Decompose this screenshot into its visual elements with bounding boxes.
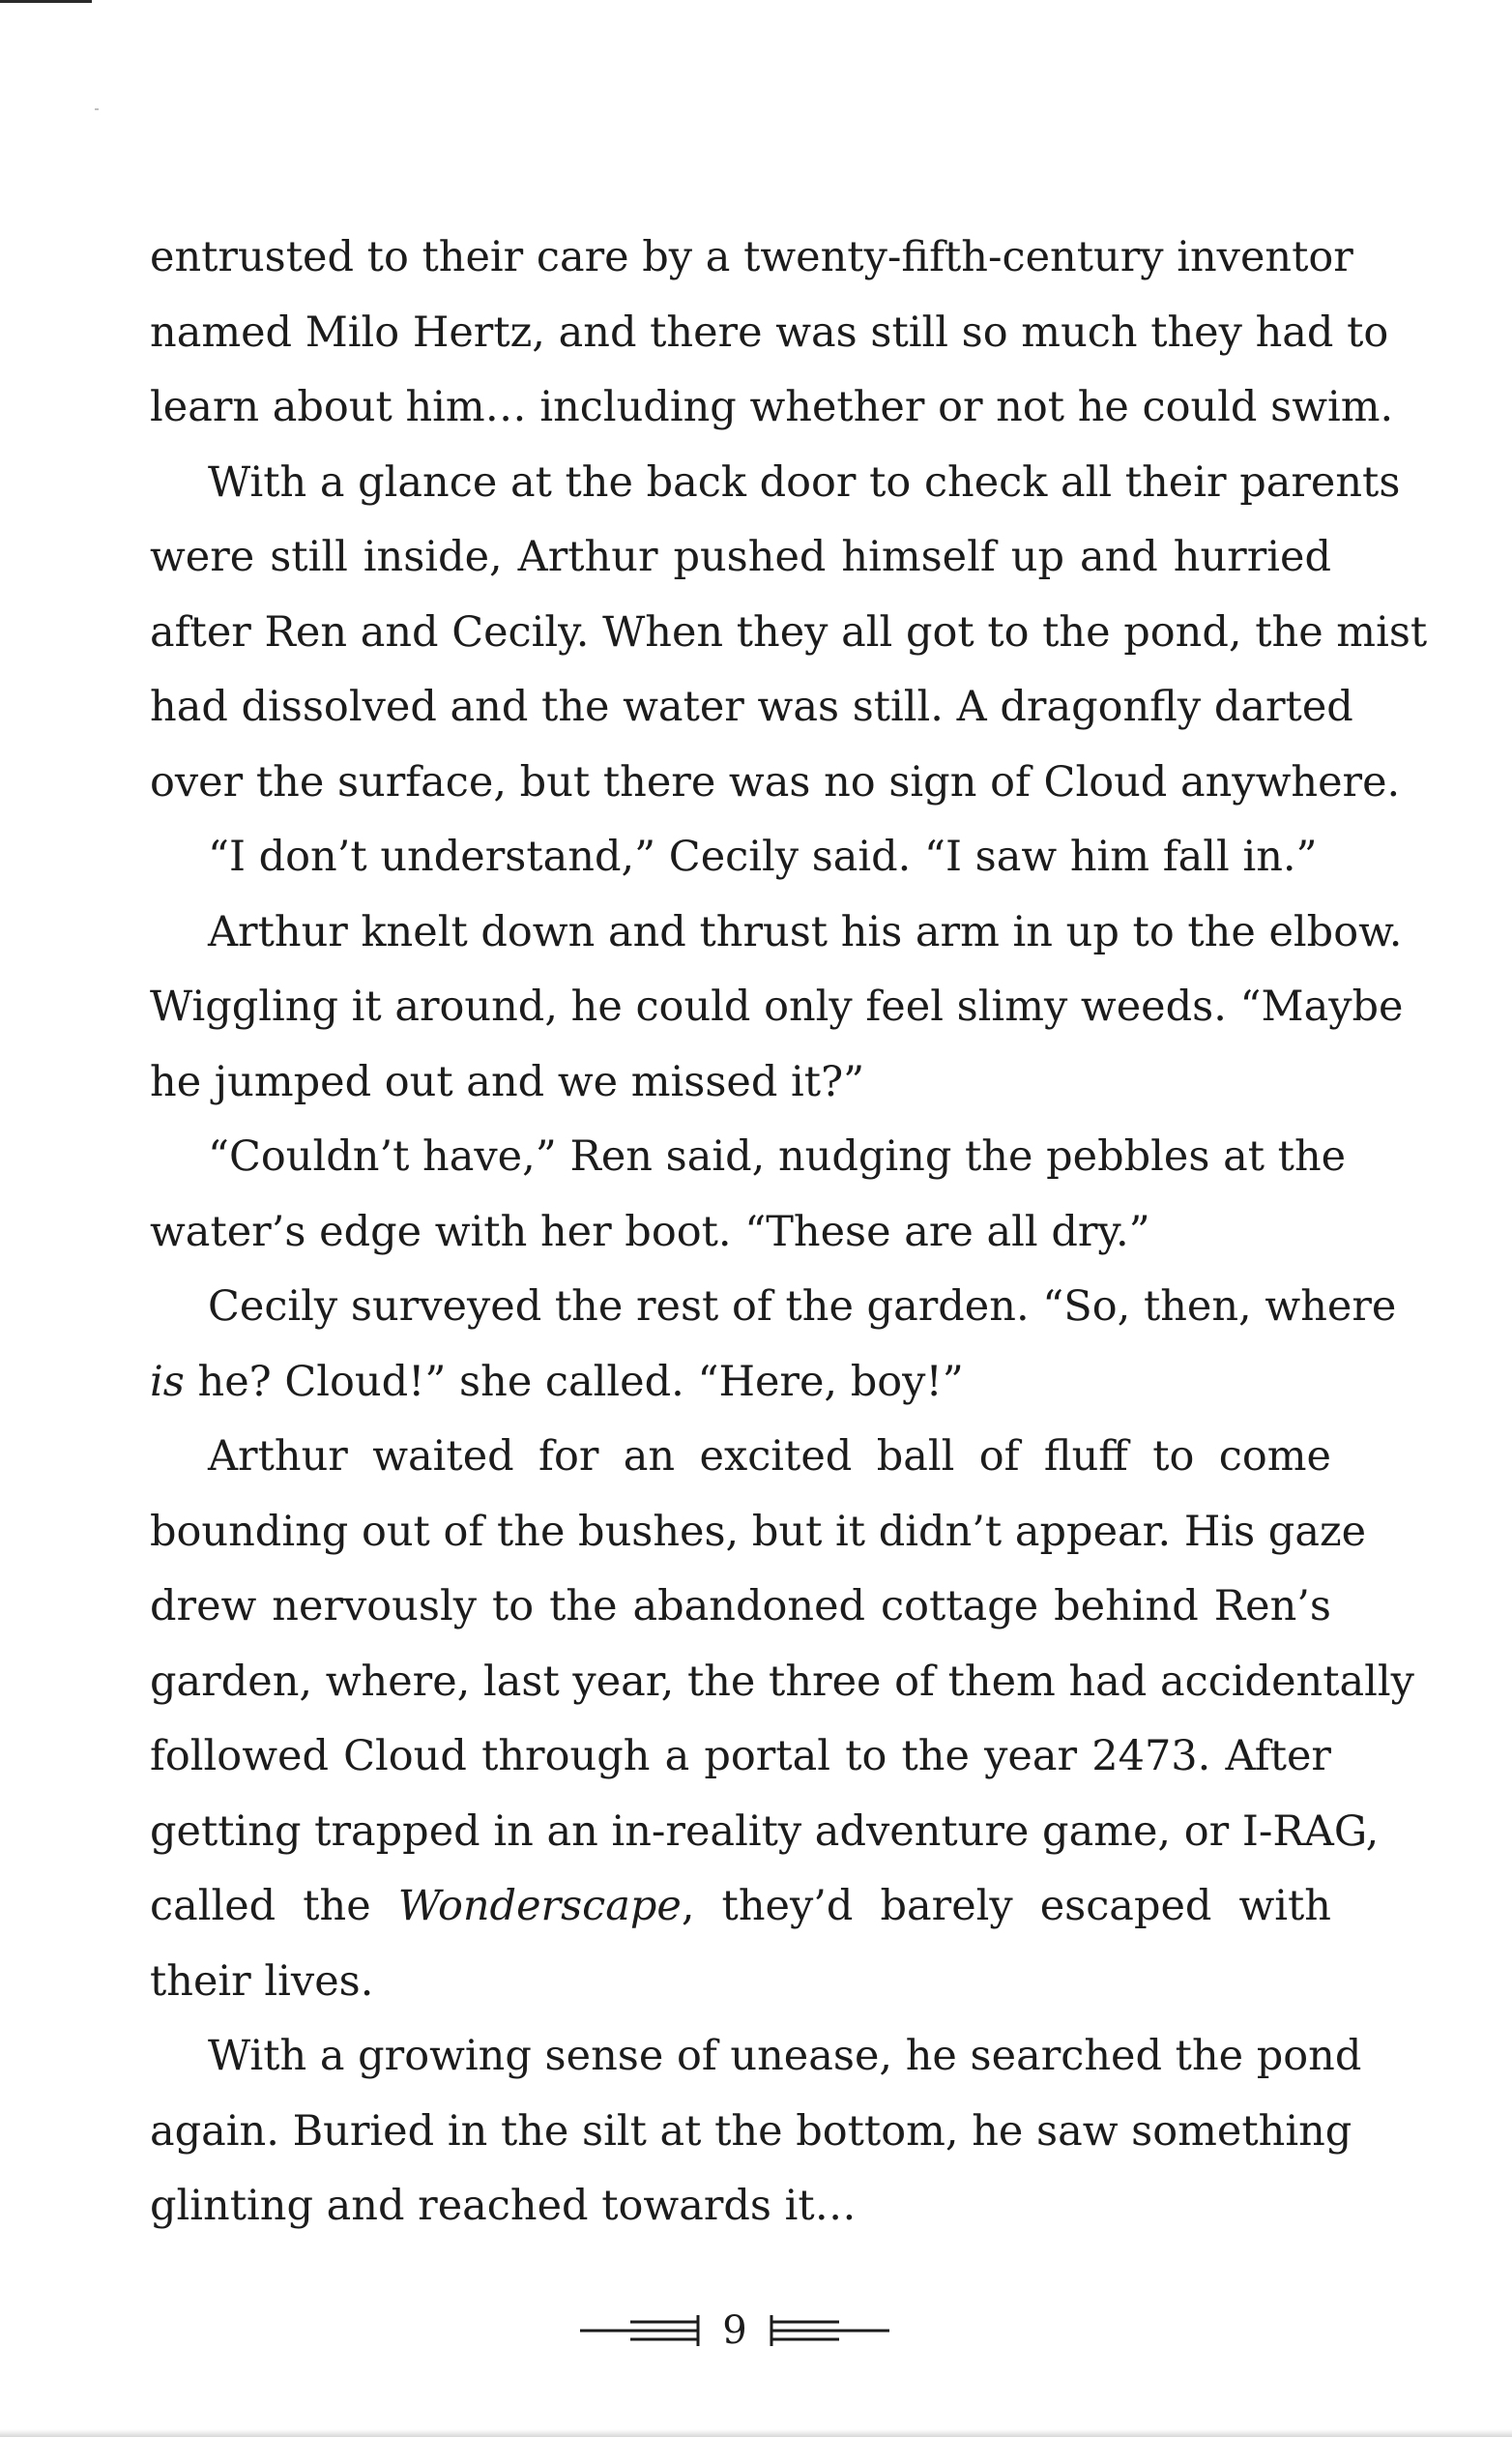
text-line [150,1345,1331,1421]
text-line [150,1645,1414,1720]
line-text: water’s edge with her boot. “These are all dry.” [150,1207,1150,1256]
folio-ornament-left-icon [580,2311,701,2350]
text-line [150,1420,1331,1495]
text-line [150,446,1401,521]
folio-ornament-right-icon [769,2311,889,2350]
book-title-emphasis: Wonderscape [397,1882,682,1930]
scan-edge-top [0,0,92,3]
scan-edge-bottom [0,2429,1512,2437]
line-text: glinting and reached towards it… [150,2182,857,2230]
text-line [150,2169,1331,2245]
text-line [150,1719,1331,1795]
line-text: With a growing sense of unease, he searched the pond [208,2032,1362,2080]
line-text: called the [150,1882,371,1930]
line-text: had dissolved and the water was still. A dragonfly darted [150,683,1353,731]
text-line [150,1570,1331,1645]
line-text: drew nervously to the abandoned cottage behind Ren’s [150,1582,1331,1630]
line-text: Arthur waited for an excited ball of fluff to come [208,1432,1331,1481]
line-text: over the surface, but there was no sign of Cloud anywhere. [150,757,1401,807]
text-line [150,820,1331,896]
text-line [150,1270,1397,1345]
line-text: he? Cloud!” she called. “Here, boy!” [197,1357,964,1406]
line-text: entrusted to their care by a twenty-fifth-century inventor [150,233,1353,281]
text-line [150,970,1404,1045]
text-line [150,896,1403,971]
page-folio [580,2304,889,2362]
line-text: bounding out of the bushes, but it didn’t appear. His gaze [150,1507,1367,1556]
text-line [150,670,1353,746]
line-text: getting trapped in an in-reality adventure game, or I-RAG, [150,1806,1380,1856]
text-line [150,746,1401,821]
line-text: their lives. [150,1956,374,2006]
page-number: 9 [722,2308,747,2353]
text-line [150,1195,1331,1271]
line-text: after Ren and Cecily. When they all got to the pond, the mist [150,607,1428,657]
line-text: learn about him… including whether or not he could swim. [150,383,1394,431]
text-line [150,1945,1331,2020]
text-line [150,520,1331,596]
line-text: again. Buried in the silt at the bottom, he saw something [150,2106,1352,2156]
line-text: garden, where, last year, the three of them had accidentally [150,1657,1414,1706]
line-text: named Milo Hertz, and there was still so much they had to [150,308,1389,357]
text-line [150,1120,1347,1195]
line-text: were still inside, Arthur pushed himself up and hurried [150,533,1331,581]
text-line [150,220,1353,296]
text-line [150,1869,1331,1945]
text-line [150,2095,1352,2170]
scan-mark [95,108,99,110]
text-line [150,1045,1331,1121]
line-text: he jumped out and we missed it?” [150,1057,865,1106]
line-text: With a glance at the back door to check all their parents [208,457,1401,507]
line-text: followed Cloud through a portal to the year 2473. After [150,1732,1331,1780]
text-line [150,1495,1367,1571]
text-line [150,2019,1362,2095]
line-text: “Couldn’t have,” Ren said, nudging the pebbles at the [208,1132,1347,1181]
text-line [150,296,1389,371]
line-text: Arthur knelt down and thrust his arm in up to the elbow. [208,907,1403,956]
text-line [150,596,1428,671]
line-text: “I don’t understand,” Cecily said. “I saw him fall in.” [208,833,1318,881]
line-text: Cecily surveyed the rest of the garden. “So, then, where [208,1282,1397,1331]
emphasis-word: is [150,1357,185,1406]
text-line [150,1795,1380,1870]
text-line [150,370,1394,446]
line-text: , they’d barely escaped with [681,1882,1331,1930]
page-body-text [150,220,1428,2245]
line-text: Wiggling it around, he could only feel slimy weeds. “Maybe [150,983,1404,1031]
